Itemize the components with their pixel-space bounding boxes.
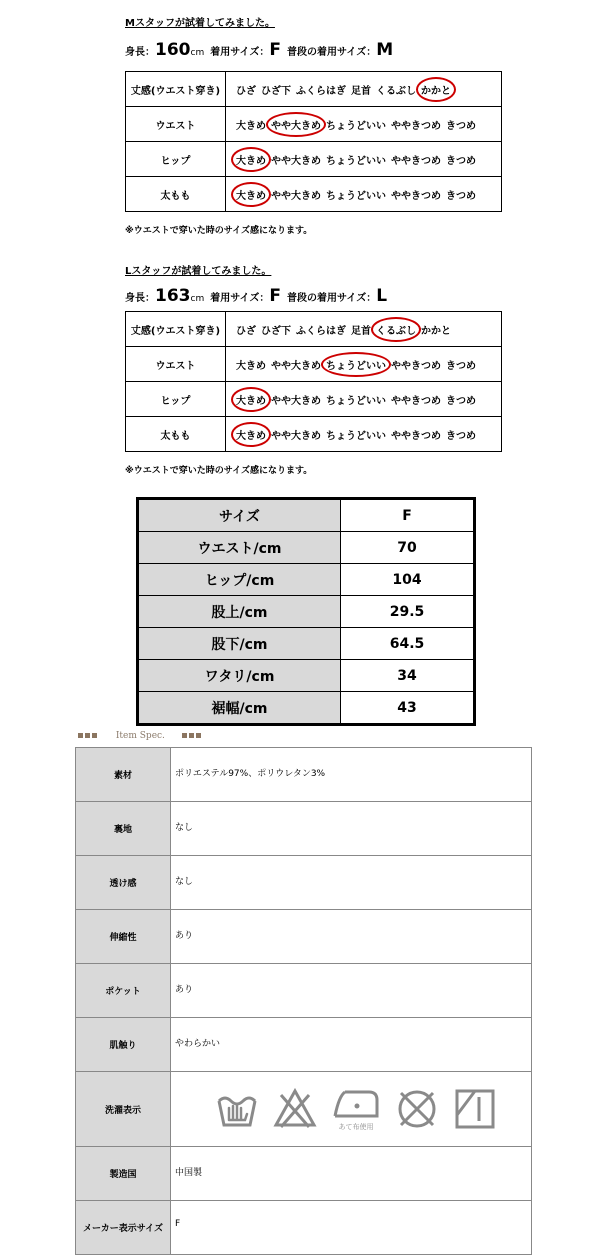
size-header-label: サイズ xyxy=(138,499,341,532)
line-dry-icon xyxy=(453,1087,497,1131)
size-measure-label: ワタリ/cm xyxy=(138,660,341,692)
fit-row-label: ヒップ xyxy=(126,382,226,417)
usual-size-label: 普段の着用サイズ： xyxy=(287,47,377,58)
size-measure-label: 股上/cm xyxy=(138,596,341,628)
size-measure-value: 34 xyxy=(341,660,475,692)
spec-value: あり xyxy=(171,910,532,964)
spec-key: ポケット xyxy=(76,964,171,1018)
spec-value: あり xyxy=(171,964,532,1018)
fit-option: ややきつめ xyxy=(391,430,441,442)
fit-row-options xyxy=(226,107,502,142)
fit-row-label: ウエスト xyxy=(126,347,226,382)
fit-row-options xyxy=(226,312,502,347)
fit-option: 足首 xyxy=(351,325,371,337)
wear-size-label: 着用サイズ： xyxy=(210,47,270,58)
fit-option: 大きめ xyxy=(236,360,266,372)
spec-row xyxy=(76,1201,532,1255)
fit-option-selected: ちょうどいい xyxy=(326,357,386,372)
fit-row-label: 太もも xyxy=(126,417,226,452)
fit-option: ちょうどいい xyxy=(326,190,386,202)
spec-value: なし xyxy=(171,802,532,856)
size-measure-label: ウエスト/cm xyxy=(138,532,341,564)
fit-option: ひざ xyxy=(236,325,256,337)
item-spec-heading xyxy=(78,731,218,741)
size-table-row xyxy=(138,564,475,596)
spec-value: ポリエステル97%、ポリウレタン3% xyxy=(171,748,532,802)
wear-size-label: 着用サイズ： xyxy=(210,293,270,304)
fit-option: ややきつめ xyxy=(391,395,441,407)
fit-row-options xyxy=(226,347,502,382)
fit-table-m xyxy=(125,71,502,212)
fit-option: ひざ下 xyxy=(261,325,291,337)
spec-row xyxy=(76,748,532,802)
size-measure-label: 股下/cm xyxy=(138,628,341,660)
fit-option: ややきつめ xyxy=(391,360,441,372)
spec-key: 肌触り xyxy=(76,1018,171,1072)
fit-row-label: 丈感(ウエスト穿き) xyxy=(126,312,226,347)
fit-option: やや大きめ xyxy=(271,190,321,202)
fit-option: ちょうどいい xyxy=(326,155,386,167)
fit-section-title-m: Mスタッフが試着してみました。 xyxy=(125,18,275,29)
fit-option: ややきつめ xyxy=(391,155,441,167)
fit-section-header-m xyxy=(125,40,393,60)
size-table xyxy=(136,497,476,726)
fit-option-selected: やや大きめ xyxy=(271,117,321,132)
spec-key: 製造国 xyxy=(76,1147,171,1201)
usual-size-value: L xyxy=(376,286,388,306)
spec-key: 伸縮性 xyxy=(76,910,171,964)
item-spec-title: Item Spec. xyxy=(115,731,165,741)
wear-size-value: F xyxy=(269,286,282,306)
fit-option-selected: くるぶし xyxy=(376,322,416,337)
fit-section-header-l xyxy=(125,286,387,306)
size-measure-value: 64.5 xyxy=(341,628,475,660)
usual-size-label: 普段の着用サイズ： xyxy=(287,293,377,304)
size-table-row xyxy=(138,532,475,564)
fit-option-selected: かかと xyxy=(421,82,451,97)
size-measure-label: 裾幅/cm xyxy=(138,692,341,725)
fit-option: やや大きめ xyxy=(271,360,321,372)
fit-option: ちょうどいい xyxy=(326,120,386,132)
fit-note-m: ※ウエストで穿いた時のサイズ感になります。 xyxy=(125,226,313,236)
height-value: 160 xyxy=(155,40,191,60)
size-measure-value: 29.5 xyxy=(341,596,475,628)
fit-row xyxy=(126,177,502,212)
fit-option: かかと xyxy=(421,325,451,337)
fit-row-label: 太もも xyxy=(126,177,226,212)
no-tumble-dry-icon xyxy=(395,1087,439,1131)
fit-row-label: 丈感(ウエスト穿き) xyxy=(126,72,226,107)
fit-row-label: ヒップ xyxy=(126,142,226,177)
height-label: 身長： xyxy=(125,293,155,304)
fit-note-l: ※ウエストで穿いた時のサイズ感になります。 xyxy=(125,466,313,476)
fit-row-label: ウエスト xyxy=(126,107,226,142)
fit-option-selected: 大きめ xyxy=(236,187,266,202)
no-bleach-icon xyxy=(273,1087,317,1131)
size-measure-label: ヒップ/cm xyxy=(138,564,341,596)
item-spec-table xyxy=(75,747,532,1255)
fit-option-selected: 大きめ xyxy=(236,392,266,407)
fit-option: ややきつめ xyxy=(391,120,441,132)
spec-value: やわらかい xyxy=(171,1018,532,1072)
fit-row xyxy=(126,72,502,107)
iron-low-icon xyxy=(331,1086,381,1132)
iron-caption: あて布使用 xyxy=(338,1123,374,1131)
fit-option: ふくらはぎ xyxy=(296,325,346,337)
fit-option: 大きめ xyxy=(236,120,266,132)
size-table-row xyxy=(138,596,475,628)
hand-wash-icon xyxy=(215,1087,259,1131)
spec-value: なし xyxy=(171,856,532,910)
fit-option: ちょうどいい xyxy=(326,395,386,407)
height-label: 身長： xyxy=(125,47,155,58)
fit-table-l xyxy=(125,311,502,452)
spec-row xyxy=(76,856,532,910)
fit-option: きつめ xyxy=(446,190,476,202)
fit-option: 足首 xyxy=(351,85,371,97)
fit-option: ひざ下 xyxy=(261,85,291,97)
fit-row-options xyxy=(226,382,502,417)
fit-row-options xyxy=(226,72,502,107)
size-measure-value: 43 xyxy=(341,692,475,725)
spec-key: 透け感 xyxy=(76,856,171,910)
fit-row xyxy=(126,382,502,417)
height-unit: cm xyxy=(190,294,205,304)
fit-row-options xyxy=(226,142,502,177)
size-header-value: F xyxy=(341,499,475,532)
spec-key: 裏地 xyxy=(76,802,171,856)
size-table-header xyxy=(138,499,475,532)
fit-row xyxy=(126,142,502,177)
care-icons xyxy=(175,1086,531,1132)
fit-row xyxy=(126,417,502,452)
fit-option: ふくらはぎ xyxy=(296,85,346,97)
spec-row xyxy=(76,1072,532,1147)
spec-key: メーカー表示サイズ xyxy=(76,1201,171,1255)
spec-value xyxy=(171,1072,532,1147)
usual-size-value: M xyxy=(376,40,394,60)
spec-row xyxy=(76,1147,532,1201)
fit-option: やや大きめ xyxy=(271,430,321,442)
fit-option-selected: 大きめ xyxy=(236,152,266,167)
fit-option: ややきつめ xyxy=(391,190,441,202)
fit-option: ひざ xyxy=(236,85,256,97)
fit-row xyxy=(126,312,502,347)
size-table-row xyxy=(138,628,475,660)
spec-key: 素材 xyxy=(76,748,171,802)
fit-option: やや大きめ xyxy=(271,395,321,407)
spec-value: 中国製 xyxy=(171,1147,532,1201)
spec-row xyxy=(76,964,532,1018)
fit-option: きつめ xyxy=(446,360,476,372)
fit-option: くるぶし xyxy=(376,85,416,97)
fit-option: ちょうどいい xyxy=(326,430,386,442)
fit-row xyxy=(126,347,502,382)
fit-row xyxy=(126,107,502,142)
spec-row xyxy=(76,1018,532,1072)
size-table-row xyxy=(138,660,475,692)
fit-row-options xyxy=(226,177,502,212)
size-measure-value: 70 xyxy=(341,532,475,564)
fit-option: きつめ xyxy=(446,120,476,132)
fit-section-title-l: Lスタッフが試着してみました。 xyxy=(125,266,272,277)
height-value: 163 xyxy=(155,286,191,306)
fit-option-selected: 大きめ xyxy=(236,427,266,442)
fit-option: きつめ xyxy=(446,395,476,407)
fit-option: きつめ xyxy=(446,155,476,167)
fit-row-options xyxy=(226,417,502,452)
spec-key: 洗濯表示 xyxy=(76,1072,171,1147)
height-unit: cm xyxy=(190,48,205,58)
spec-row xyxy=(76,910,532,964)
size-table-row xyxy=(138,692,475,725)
spec-value: F xyxy=(171,1201,532,1255)
spec-row xyxy=(76,802,532,856)
wear-size-value: F xyxy=(269,40,282,60)
size-measure-value: 104 xyxy=(341,564,475,596)
fit-option: やや大きめ xyxy=(271,155,321,167)
fit-option: きつめ xyxy=(446,430,476,442)
